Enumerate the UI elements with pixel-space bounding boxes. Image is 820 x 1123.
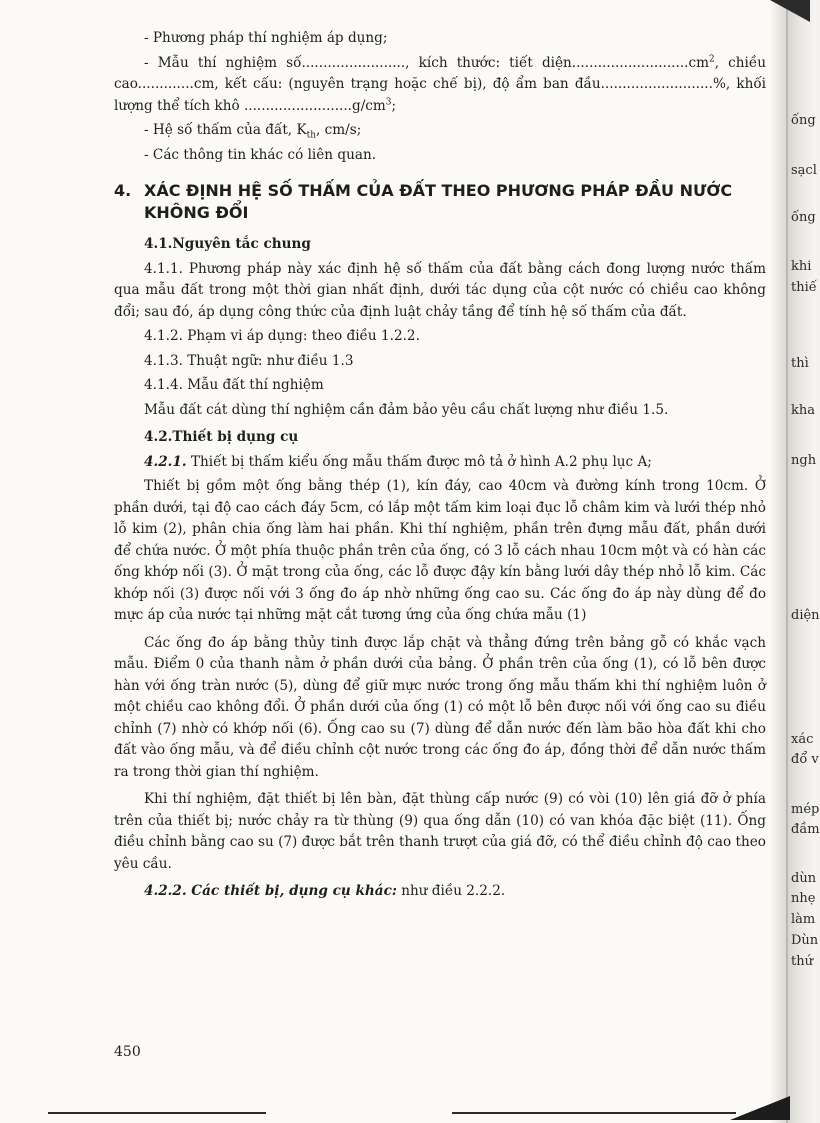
- paragraph: Khi thí nghiệm, đặt thiết bị lên bàn, đặt thùng cấp nước (9) có vòi (10) lên giá đỡ ở phía trên của thiết bị; nước chảy ra từ thùng (9) qua ống dẫn (10) có van khóa đặc biệt (11). Ống điều chỉnh bằng cao su (7) được bắt trên thanh trượt của giá đỡ, có thể điều chỉnh độ cao theo yêu cầu.: [114, 791, 766, 872]
- margin-word: sạcl: [791, 163, 817, 178]
- subsection-title: 4.2.Thiết bị dụng cụ: [144, 429, 299, 445]
- margin-word: Dùn: [791, 933, 819, 948]
- margin-word: thì: [791, 356, 809, 371]
- paragraph: 4.1.3. Thuật ngữ: như điều 1.3: [144, 352, 354, 369]
- margin-word: thứ: [791, 954, 813, 969]
- paragraph: 4.1.1. Phương pháp này xác định hệ số thấm của đất bằng cách đong lượng nước thấm qua mẫu đất trong một thời gian nhất định, dưới tác dụng của cột nước có chiều cao không đổi; sau đó, áp dụng công thức của định luật chảy tầng để tính hệ số thấm của đất.: [114, 260, 766, 320]
- scan-corner-shadow-bottom: [730, 1096, 790, 1120]
- scan-edge-line: [452, 1112, 736, 1114]
- paragraph: 4.1.2. Phạm vi áp dụng: theo điều 1.2.2.: [144, 328, 420, 344]
- margin-word: thiế: [791, 280, 817, 295]
- page-content: [114, 28, 766, 906]
- margin-word: diện: [791, 608, 820, 623]
- margin-word: nhẹ: [791, 891, 816, 906]
- margin-word: ống: [791, 210, 816, 225]
- intro-item: - Hệ số thấm của đất, $K_{th}$, cm/s;: [144, 122, 362, 141]
- paragraph: 4.2.2. Các thiết bị, dụng cụ khác: như điều 2.2.2.: [144, 883, 506, 899]
- section-title: XÁC ĐỊNH HỆ SỐ THẤM CỦA ĐẤT THEO PHƯƠNG PHÁP ĐẦU NƯỚC KHÔNG ĐỔI: [144, 181, 733, 222]
- intro-item: - Các thông tin khác có liên quan.: [144, 146, 377, 163]
- book-spine-line: [786, 0, 788, 1123]
- margin-word: kha: [791, 403, 816, 418]
- intro-item: - Mẫu thí nghiệm số........................, kích thước: tiết $diện...........................cm^2$, chiều cao.............cm, kết cấu: (nguyên trạng hoặc chế bị), độ ẩm ban đầu..........................%, khối lượng thể tích khô $.........................g/cm^3$;: [114, 53, 766, 114]
- margin-word: khi: [791, 259, 812, 274]
- margin-word: ngh: [791, 453, 817, 468]
- scan-edge-line: [48, 1112, 266, 1114]
- margin-word: làm: [791, 912, 816, 927]
- section-number: 4.: [114, 181, 132, 200]
- paragraph: Thiết bị gồm một ống bằng thép (1), kín đáy, cao 40cm và đường kính trong 10cm. Ở phần dưới, tại độ cao cách đáy 5cm, có lắp một tấm kim loại đục lỗ châm kim và lưới thép nhỏ lỗ kim (2), phân chia ống làm hai phần. Khi thí nghiệm, phần trên đựng mẫu đất, phần dưới để chứa nước. Ở một phía thuộc phần trên của ống, có 3 lỗ cách nhau 10cm một và có hàn các ống khớp nối (3). Ở mặt trong của ống, các lỗ được đậy kín bằng lưới dây thép nhỏ lỗ kim. Các khớp nối (3) được nối với 3 ống đo áp nhờ những ống cao su. Các ống đo áp này dùng để đo mực áp của nước tại những mặt cắt tương ứng của ống chứa mẫu (1): [114, 478, 766, 623]
- facing-page-margin-text: [790, 0, 820, 1123]
- margin-word: dùn: [791, 871, 817, 886]
- paragraph: 4.2.1. Thiết bị thấm kiểu ống mẫu thấm được mô tả ở hình A.2 phụ lục A;: [144, 453, 652, 470]
- margin-word: mép: [791, 802, 820, 817]
- intro-item: - Phương pháp thí nghiệm áp dụng;: [144, 30, 388, 46]
- margin-word: ống: [791, 113, 816, 128]
- paragraph: Mẫu đất cát dùng thí nghiệm cần đảm bảo yêu cầu chất lượng như điều 1.5.: [144, 401, 669, 418]
- margin-word: xác: [791, 732, 814, 747]
- margin-word: đổ v: [791, 752, 819, 767]
- page-number: 450: [114, 1044, 141, 1060]
- section-heading: [114, 180, 766, 224]
- paragraph: 4.1.4. Mẫu đất thí nghiệm: [144, 377, 324, 393]
- subsection-title: 4.1.Nguyên tắc chung: [144, 236, 311, 252]
- paragraph: Các ống đo áp bằng thủy tinh được lắp chặt và thẳng đứng trên bảng gỗ có khắc vạch mẫu. Điểm 0 của thanh nằm ở phần dưới của bảng. Ở phần trên của ống (1), có lỗ bên được hàn với ống tràn nước (5), dùng để giữ mực nước trong ống mẫu thấm khi thí nghiệm luôn ở một chiều cao không đổi. Ở phần dưới của ống (1) có một lỗ bên được nối với ống cao su điều chỉnh (7) nhờ có khớp nối (6). Ống cao su (7) dùng để dẫn nước đến làm bão hòa đất khi cho đất vào ống mẫu, và để điều chỉnh cột nước trong các ống đo áp, đồng thời để dẫn nước thấm ra trong thời gian thí nghiệm.: [114, 634, 766, 780]
- margin-word: đầm: [791, 822, 820, 837]
